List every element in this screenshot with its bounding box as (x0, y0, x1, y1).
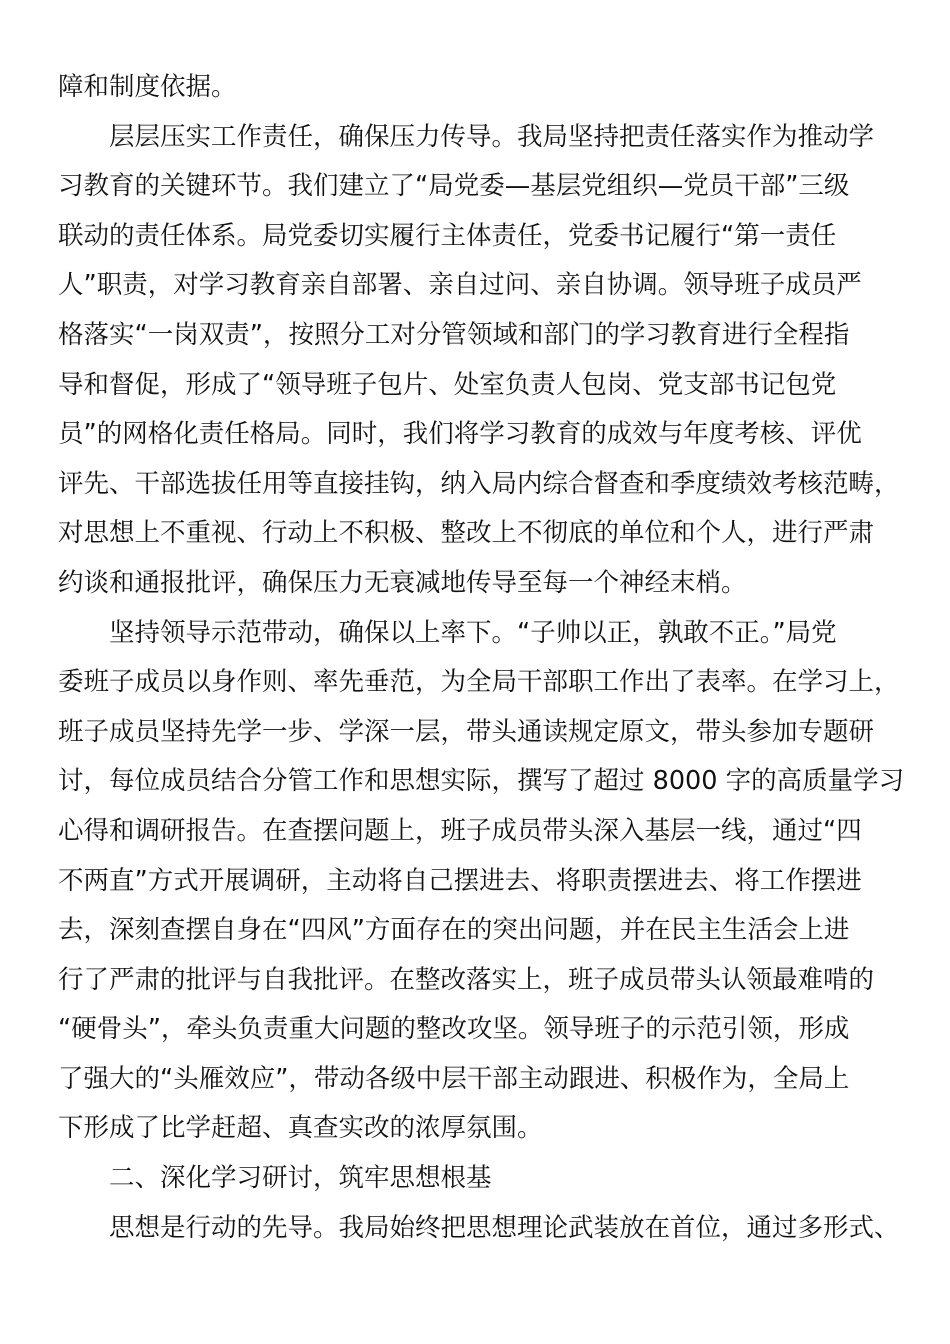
text-line: 员”的网格化责任格局。同时，我们将学习教育的成效与年度考核、评优 (58, 419, 862, 450)
text-line: “硬骨头”，牵头负责重大问题的整改攻坚。领导班子的示范引领，形成 (58, 1014, 850, 1045)
text-line: 不两直”方式开展调研，主动将自己摆进去、将职责摆进去、将工作摆进 (58, 865, 862, 896)
text-line: 讨，每位成员结合分管工作和思想实际，撰写了超过 8000 字的高质量学习 (58, 766, 905, 797)
text-line: 人”职责，对学习教育亲自部署、亲自过问、亲自协调。领导班子成员严 (58, 270, 862, 301)
document-page (58, 63, 906, 1253)
text-line: 对思想上不重视、行动上不积极、整改上不彻底的单位和个人，进行严肃 (58, 518, 875, 549)
text-line: 下形成了比学赶超、真查实改的浓厚氛围。 (58, 1113, 543, 1144)
text-line: 导和督促，形成了“领导班子包片、处室负责人包岗、党支部书记包党 (58, 369, 837, 400)
text-line: 格落实“一岗双责”，按照分工对分管领域和部门的学习教育进行全程指 (58, 319, 850, 350)
text-line: 评先、干部选拔任用等直接挂钩，纳入局内综合督查和季度绩效考核范畴， (58, 468, 900, 499)
text-line: 去，深刻查摆自身在“四风”方面存在的突出问题，并在民主生活会上进 (58, 915, 850, 946)
text-line: 委班子成员以身作则、率先垂范，为全局干部职工作出了表率。在学习上， (58, 667, 900, 698)
text-line: 障和制度依据。 (58, 72, 237, 102)
text-line: 联动的责任体系。局党委切实履行主体责任，党委书记履行“第一责任 (58, 220, 837, 251)
paragraph-start-line: 坚持领导示范带动，确保以上率下。“子帅以正，孰敢不正。”局党 (109, 617, 837, 648)
text-line: 约谈和通报批评，确保压力无衰减地传导至每一个神经末梢。 (58, 567, 747, 598)
text-line: 了强大的“头雁效应”，带动各级中层干部主动跟进、积极作为，全局上 (58, 1063, 850, 1094)
paragraph-start-line: 思想是行动的先导。我局始终把思想理论武装放在首位，通过多形式、 (109, 1212, 900, 1243)
text-line: 心得和调研报告。在查摆问题上，班子成员带头深入基层一线，通过“四 (58, 815, 862, 846)
text-line: 习教育的关键环节。我们建立了“局党委—基层党组织—党员干部”三级 (58, 171, 850, 202)
text-line: 班子成员坚持先学一步、学深一层，带头通读规定原文，带头参加专题研 (58, 716, 875, 747)
section-heading: 二、深化学习研讨，筑牢思想根基 (109, 1163, 492, 1194)
text-line: 行了严肃的批评与自我批评。在整改落实上，班子成员带头认领最难啃的 (58, 964, 875, 995)
paragraph-start-line: 层层压实工作责任，确保压力传导。我局坚持把责任落实作为推动学 (109, 121, 875, 152)
